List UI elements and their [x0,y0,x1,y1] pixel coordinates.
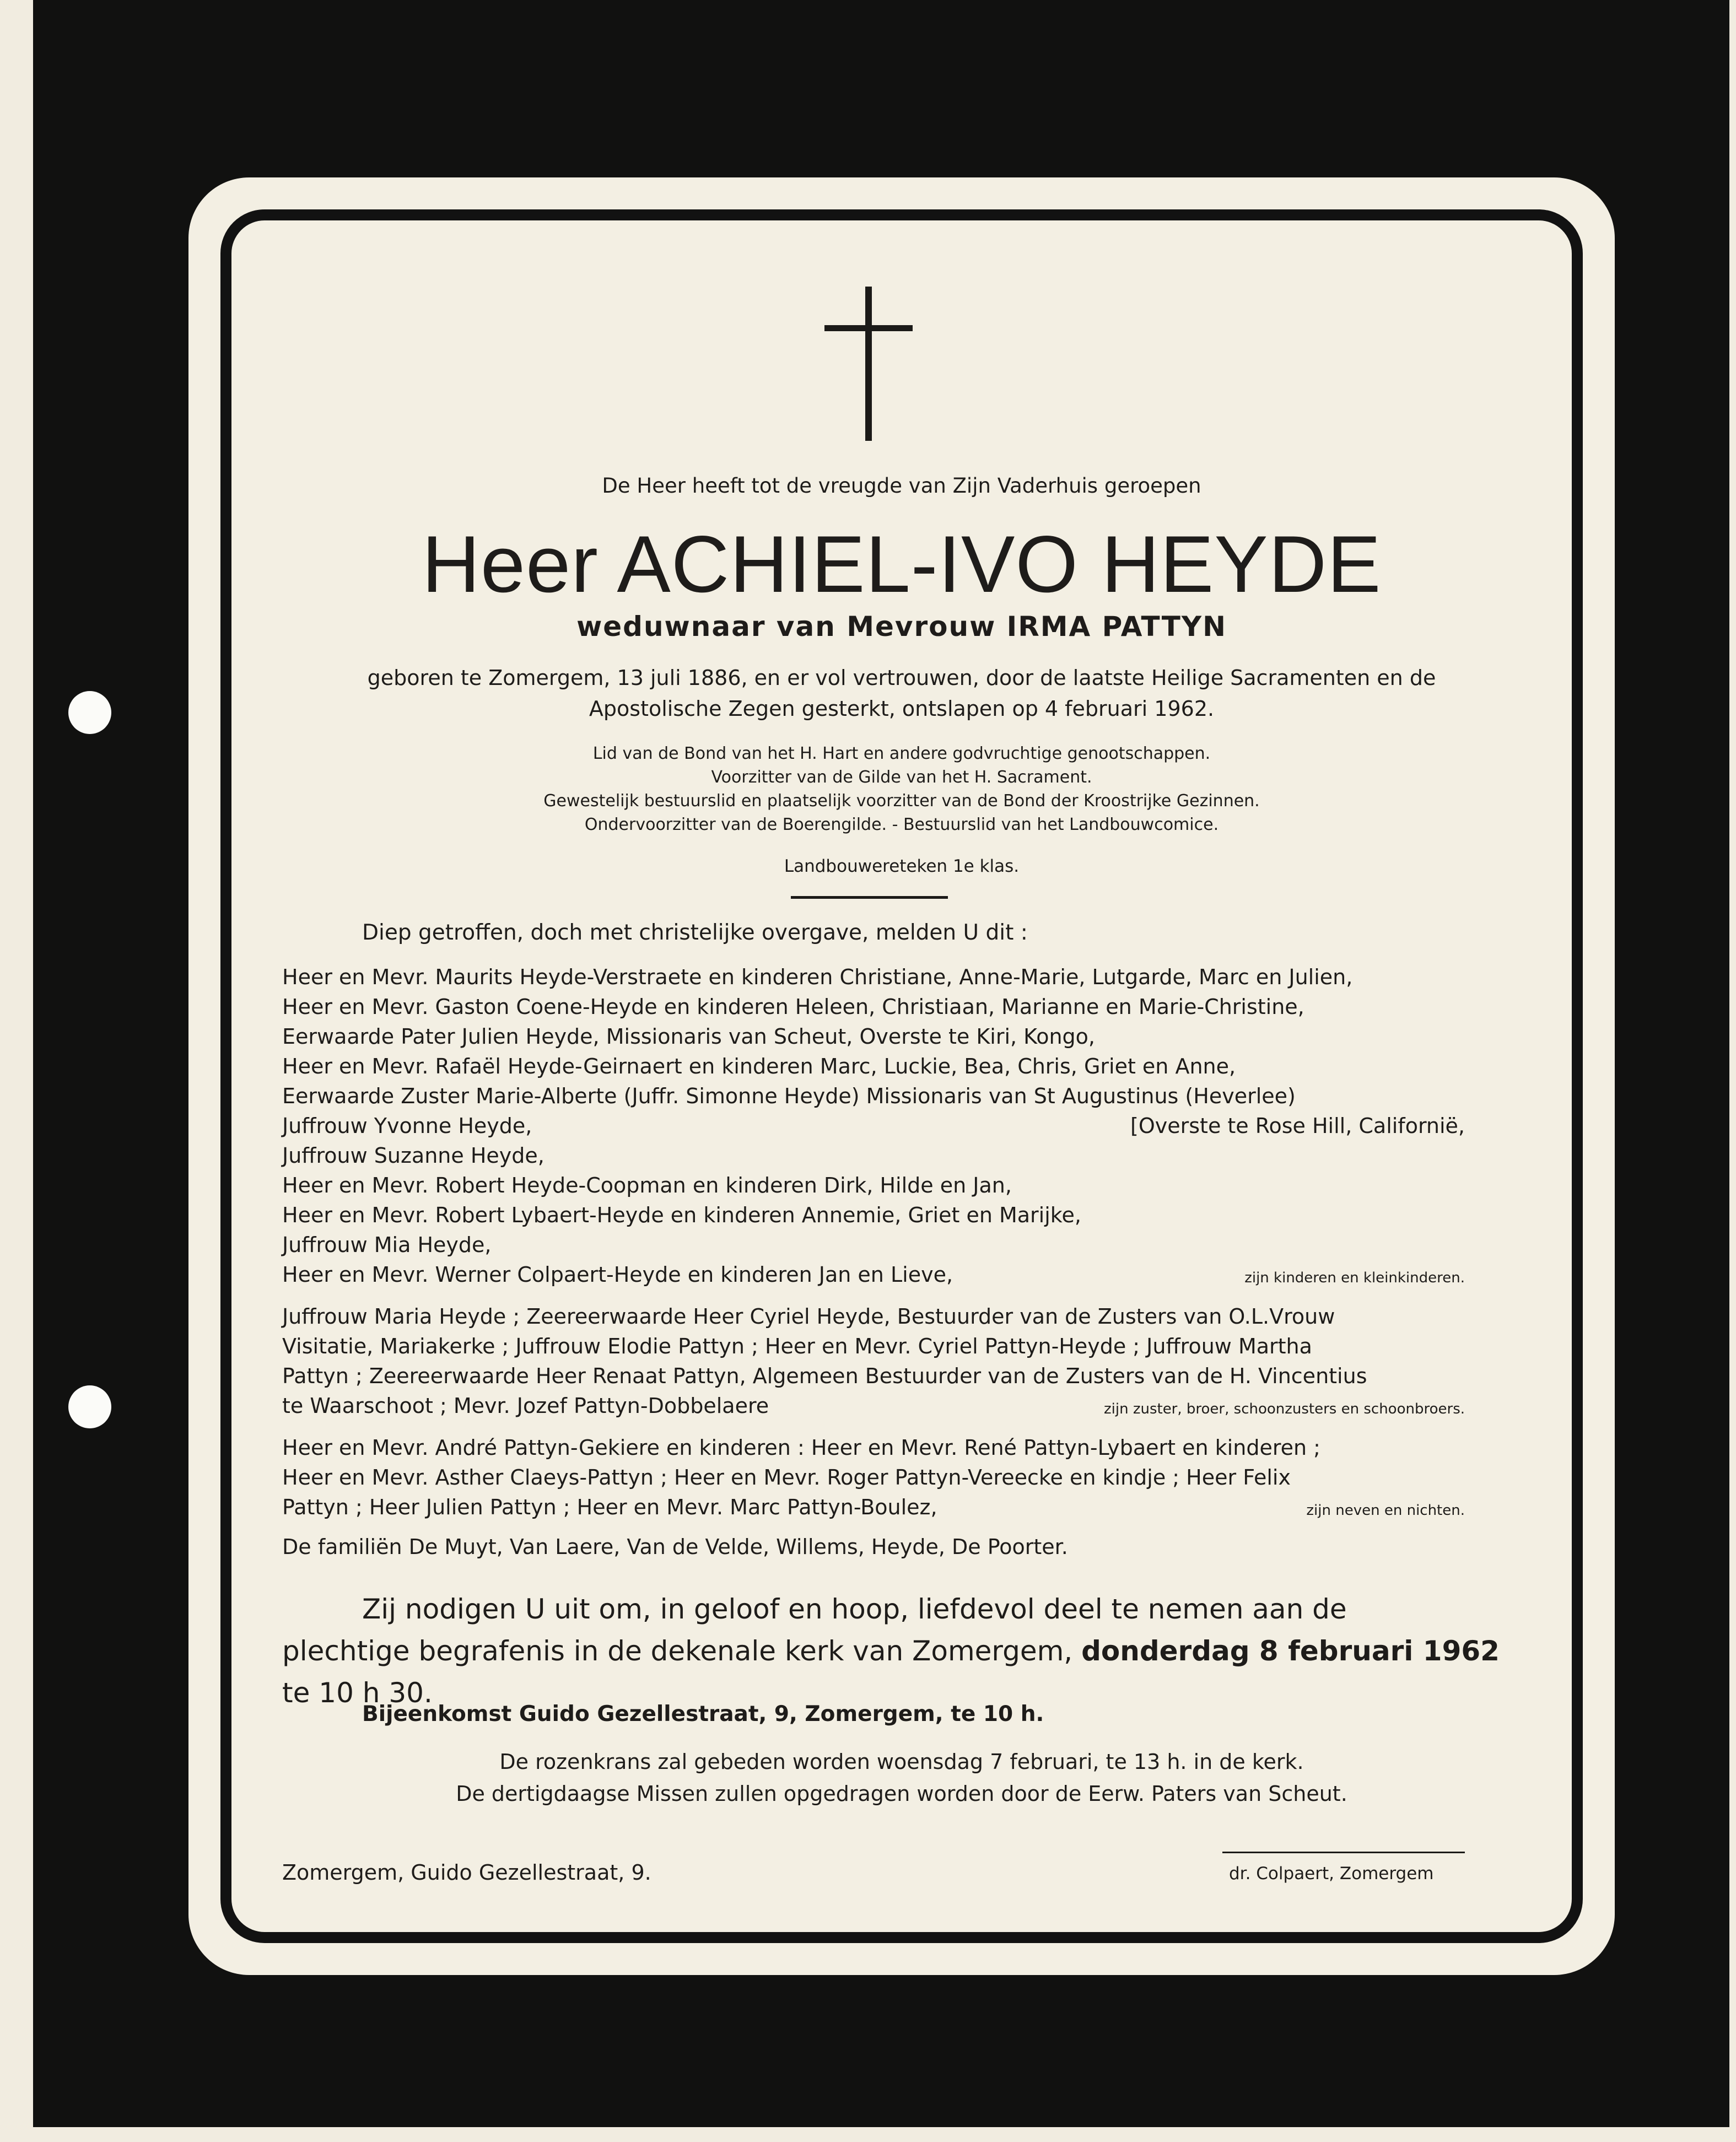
relative-text: Heer en Mevr. Werner Colpaert-Heyde en kinderen Jan en Lieve, [282,1262,953,1287]
relative-line: Eerwaarde Pater Julien Heyde, Missionaris van Scheut, Overste te Kiri, Kongo, [282,1024,1095,1049]
relative-line: Heer en Mevr. André Pattyn-Gekiere en kinderen : Heer en Mevr. René Pattyn-Lybaert en kinderen ; [282,1436,1320,1460]
gathering-text: Bijeenkomst Guido Gezellestraat, 9, Zomergem, te 10 h. [362,1702,1044,1726]
relative-line: Eerwaarde Zuster Marie-Alberte (Juffr. Simonne Heyde) Missionaris van St Augustinus (Heverlee) [282,1084,1296,1108]
membership-line: Gewestelijk bestuurslid en plaatselijk voorzitter van de Bond der Kroostrijke Gezinnen. [543,791,1260,811]
relation-label: zijn neven en nichten. [1306,1502,1465,1519]
continuation-text: [Overste te Rose Hill, Californië, [1130,1114,1465,1138]
address-text: Zomergem, Guido Gezellestraat, 9. [282,1860,651,1885]
relative-line: Juffrouw Mia Heyde, [282,1233,492,1257]
relative-line [282,1391,1465,1421]
relative-line: Juffrouw Maria Heyde ; Zeereerwaarde Heer Cyriel Heyde, Bestuurder van de Zusters van O.L.Vrouw [282,1304,1335,1329]
families-line: De familiën De Muyt, Van Laere, Van de Velde, Willems, Heyde, De Poorter. [282,1535,1068,1559]
invitation-line-2 [282,1630,1500,1672]
membership-line: Voorzitter van de Gilde van het H. Sacrament. [711,768,1092,787]
relative-line: Pattyn ; Zeereerwaarde Heer Renaat Pattyn, Algemeen Bestuurder van de Zusters van de H. Vincentius [282,1364,1367,1388]
membership-line: Ondervoorzitter van de Boerengilde. - Bestuurslid van het Landbouwcomice. [584,815,1219,834]
invitation-text: plechtige begrafenis in de dekenale kerk van Zomergem, [282,1635,1082,1667]
siblings-block [282,1302,1465,1421]
relation-label: zijn kinderen en kleinkinderen. [1244,1270,1465,1286]
born-line-1: geboren te Zomergem, 13 juli 1886, en er vol vertrouwen, door de laatste Heilige Sacramenten en de [367,666,1436,690]
rosary-text: De rozenkrans zal gebeden worden woensdag 7 februari, te 13 h. in de kerk. [499,1750,1304,1774]
punch-hole-top [68,691,111,734]
relative-line: Heer en Mevr. Asther Claeys-Pattyn ; Heer en Mevr. Roger Pattyn-Vereecke en kindje ; Heer Felix [282,1465,1291,1490]
relative-text: te Waarschoot ; Mevr. Jozef Pattyn-Dobbelaere [282,1394,769,1418]
notice-content [276,287,1528,1918]
relative-text: Pattyn ; Heer Julien Pattyn ; Heer en Mevr. Marc Pattyn-Boulez, [282,1495,937,1519]
relative-line: Heer en Mevr. Robert Heyde-Coopman en kinderen Dirk, Hilde en Jan, [282,1173,1012,1197]
punch-hole-bottom [68,1385,111,1428]
born-line-2: Apostolische Zegen gesterkt, ontslapen op 4 februari 1962. [589,697,1215,721]
relative-text: Juffrouw Yvonne Heyde, [282,1114,532,1138]
relative-line [282,1492,1465,1522]
invitation-line-3: te 10 h 30. [282,1677,433,1709]
widower-line: weduwnaar van Mevrouw IRMA PATTYN [576,611,1227,643]
cousins-block [282,1433,1465,1522]
membership-line: Lid van de Bond van het H. Hart en andere godvruchtige genootschappen. [592,744,1211,763]
relative-line: Visitatie, Mariakerke ; Juffrouw Elodie Pattyn ; Heer en Mevr. Cyriel Pattyn-Heyde ; Juffrouw Martha [282,1334,1312,1358]
ceremony-info [276,1746,1528,1810]
relative-line [282,1111,1465,1141]
signature-line [1222,1852,1465,1853]
invitation [282,1588,1500,1714]
relative-line: Juffrouw Suzanne Heyde, [282,1143,544,1168]
divider [791,896,948,899]
cross-icon [824,287,913,441]
masses-text: De dertigdaagse Missen zullen opgedragen worden door de Eerw. Paters van Scheut. [456,1782,1347,1806]
relative-line [282,1260,1465,1289]
relative-line: Heer en Mevr. Robert Lybaert-Heyde en kinderen Annemie, Griet en Marijke, [282,1203,1081,1227]
award-text: Landbouwereteken 1e klas. [784,856,1020,876]
printer-text: dr. Colpaert, Zomergem [1229,1864,1434,1884]
relation-label: zijn zuster, broer, schoonzusters en schoonbroers. [1103,1401,1465,1417]
deceased-name: Heer ACHIEL-IVO HEYDE [422,519,1382,609]
funeral-date: donderdag 8 februari 1962 [1081,1635,1500,1667]
memberships [276,742,1528,837]
relative-line: Heer en Mevr. Maurits Heyde-Verstraete en kinderen Christiane, Anne-Marie, Lutgarde, Marc en Julien, [282,965,1353,989]
invitation-line-1: Zij nodigen U uit om, in geloof en hoop, liefdevol deel te nemen aan de [362,1593,1347,1625]
announcement-text: Diep getroffen, doch met christelijke overgave, melden U dit : [362,920,1028,945]
children-block [282,962,1465,1289]
relative-line: Heer en Mevr. Gaston Coene-Heyde en kinderen Heleen, Christiaan, Marianne en Marie-Christine, [282,995,1304,1019]
relative-line: Heer en Mevr. Rafaël Heyde-Geirnaert en kinderen Marc, Luckie, Bea, Chris, Griet en Anne, [282,1054,1236,1078]
intro-text: De Heer heeft tot de vreugde van Zijn Vaderhuis geroepen [602,474,1201,498]
birth-death-text [276,662,1528,724]
